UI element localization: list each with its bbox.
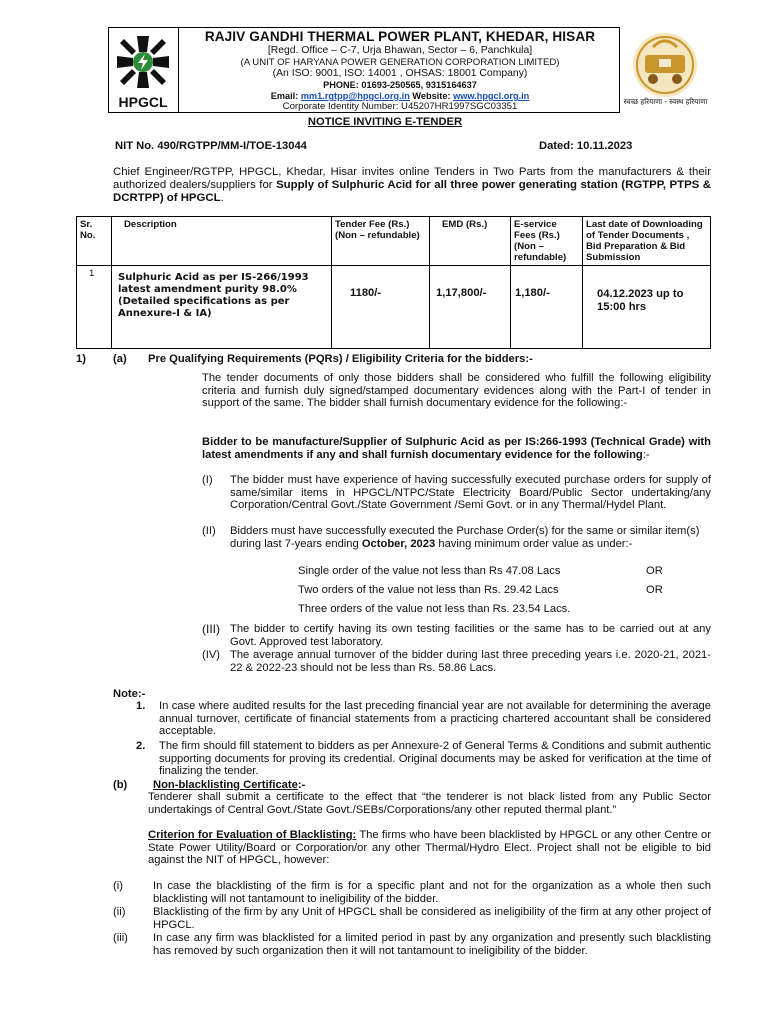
td-eservice: 1,180/- bbox=[511, 266, 583, 349]
phone-line: PHONE: 01693-250565, 9315164637 bbox=[323, 80, 477, 90]
pqr-ii-label: (II) bbox=[202, 525, 216, 537]
th-eservice: E-service Fees (Rs.) (Non – refundable) bbox=[511, 217, 583, 266]
cin-line: Corporate Identity Number: U45207HR1997SGC03351 bbox=[282, 101, 518, 112]
iso-line: (An ISO: 9001, ISO: 14001 , OHSAS: 18001 Company) bbox=[272, 68, 528, 79]
order-1: Single order of the value not less than Rs 47.08 Lacs bbox=[298, 565, 561, 577]
notice-date: Dated: 10.11.2023 bbox=[539, 140, 633, 152]
section-1-number: 1) bbox=[76, 353, 86, 365]
pqr-paragraph: The tender documents of only those bidders shall be considered who fulfill the following eligibility criteria and furnish duly signed/stamped documentary evidences along with the Part-I of tender in support of the same. The bidder shall furnish documentary evidence for the following:- bbox=[202, 372, 711, 410]
order-2: Two orders of the value not less than Rs. 29.42 Lacs bbox=[298, 584, 559, 596]
table-row bbox=[77, 266, 711, 349]
pqr-i-label: (I) bbox=[202, 474, 213, 486]
notice-heading: NOTICE INVITING E-TENDER bbox=[307, 116, 463, 128]
section-b-title-text: Non-blacklisting Certificate bbox=[153, 779, 298, 791]
regd-office: [Regd. Office – C-7, Urja Bhawan, Sector – 6, Panchkula] bbox=[267, 45, 533, 56]
criterion-iii-label: (iii) bbox=[113, 932, 128, 944]
criterion-title: Criterion for Evaluation of Blacklisting: bbox=[148, 829, 357, 841]
pqr-bold-text: Bidder to be manufacture/Supplier of Sulphuric Acid as per IS:266-1993 (Technical Grade) with latest amendments if any and shall furnish documentary evidence for the following bbox=[202, 436, 711, 461]
th-last-date: Last date of Downloading of Tender Documents , Bid Preparation & Bid Submission bbox=[583, 217, 711, 266]
note-2-text: The firm should fill statement to bidders as per Annexure-2 of General Terms & Conditions and submit authentic supporting documents for proving its credential. Original documents may be asked for verification at the time of finalizing the tender. bbox=[159, 740, 711, 778]
intro-paragraph bbox=[113, 166, 711, 205]
pqr-bold-end: :- bbox=[642, 448, 650, 461]
section-1-title: Pre Qualifying Requirements (PQRs) / Eligibility Criteria for the bidders:- bbox=[148, 353, 533, 365]
order-3: Three orders of the value not less than Rs. 23.54 Lacs. bbox=[298, 603, 571, 615]
tender-table bbox=[76, 216, 711, 349]
criterion-ii-text: Blacklisting of the firm by any Unit of HPGCL shall be considered as ineligibility of the firm at any other project of HPGCL. bbox=[153, 906, 711, 931]
th-sr: Sr. No. bbox=[77, 217, 112, 266]
pqr-ii-text-2: having minimum order value as under:- bbox=[435, 537, 633, 550]
or-1: OR bbox=[646, 565, 663, 577]
td-last-date: 04.12.2023 up to 15:00 hrs bbox=[583, 266, 711, 349]
criterion-paragraph bbox=[148, 829, 711, 867]
hpgcl-logo bbox=[109, 28, 179, 112]
unit-of: (A UNIT OF HARYANA POWER GENERATION CORPORATION LIMITED) bbox=[240, 57, 560, 68]
pqr-ii-bold: October, 2023 bbox=[361, 537, 436, 550]
pqr-iv-text: The average annual turnover of the bidder during last three preceding years i.e. 2020-21, 2021-22 & 2022-23 should not be less than Rs. 58.86 Lacs. bbox=[230, 649, 711, 674]
website-label: Website: bbox=[409, 91, 454, 101]
hpgcl-emblem-icon bbox=[109, 28, 178, 112]
pqr-ii-text bbox=[230, 525, 711, 550]
letterhead bbox=[108, 27, 620, 113]
email-link[interactable]: mm1.rgtpp@hpgcl.org.in bbox=[300, 91, 410, 101]
email-label: Email: bbox=[270, 91, 301, 101]
website-link[interactable]: www.hpgcl.org.in bbox=[453, 91, 530, 101]
section-b-label: (b) bbox=[113, 779, 128, 791]
table-header-row bbox=[77, 217, 711, 266]
td-emd: 1,17,800/- bbox=[430, 266, 511, 349]
criterion-ii-label: (ii) bbox=[113, 906, 126, 918]
pqr-iii-text: The bidder to certify having its own testing facilities or the same has to be carried out at any Govt. Approved test laboratory. bbox=[230, 623, 711, 648]
swachh-haryana-logo bbox=[623, 27, 708, 113]
section-b-title-end: :- bbox=[297, 779, 306, 791]
td-description: Sulphuric Acid as per IS-266/1993 latest amendment purity 98.0% (Detailed specifications as per Annexure-I & IA) bbox=[112, 266, 332, 349]
org-name: RAJIV GANDHI THERMAL POWER PLANT, KHEDAR, HISAR bbox=[204, 29, 596, 44]
svg-text:HPGCL: HPGCL bbox=[118, 94, 168, 110]
criterion-iii-text: In case any firm was blacklisted for a limited period in past by any organization and presently such blacklisting has removed by such organization then it will not tantamount to ineligibility of the bidder. bbox=[153, 932, 711, 957]
note-label: Note:- bbox=[113, 688, 146, 700]
note-1-label: 1. bbox=[136, 700, 146, 712]
intro-end: . bbox=[220, 192, 224, 204]
pqr-iv-label: (IV) bbox=[202, 649, 221, 661]
pqr-iii-label: (III) bbox=[202, 622, 220, 636]
td-sr: 1 bbox=[77, 266, 112, 349]
pqr-ii-text-1: Bidders must have successfully executed the Purchase Order(s) for the same or similar item(s) during last 7-years ending bbox=[230, 525, 700, 550]
section-b-title bbox=[153, 779, 305, 792]
pqr-bold-paragraph bbox=[202, 436, 711, 461]
td-tender-fee: 1180/- bbox=[332, 266, 430, 349]
th-emd: EMD (Rs.) bbox=[430, 217, 511, 266]
intro-text: Chief Engineer/RGTPP, HPGCL, Khedar, Hisar invites online Tenders in Two Parts from the manufacturers & their authorized dealers/suppliers for bbox=[113, 166, 711, 191]
criterion-i-label: (i) bbox=[113, 880, 123, 892]
section-b-paragraph: Tenderer shall submit a certificate to the effect that “the tenderer is not black listed from any Public Sector undertakings of Central Govt./State Govt./SEBs/Corporations/any other reputed thermal plant.” bbox=[148, 791, 711, 816]
th-description: Description bbox=[112, 217, 332, 266]
intro-bold: Supply of Sulphuric Acid for all three power generating station (RGTPP, PTPS & DCRTPP) of HPGCL bbox=[113, 179, 711, 204]
th-tender-fee: Tender Fee (Rs.) (Non – refundable) bbox=[332, 217, 430, 266]
nit-number: NIT No. 490/RGTPP/MM-I/TOE-13044 bbox=[115, 140, 307, 152]
section-1a-label: (a) bbox=[113, 353, 127, 365]
note-2-label: 2. bbox=[136, 740, 146, 752]
or-2: OR bbox=[646, 584, 663, 596]
criterion-i-text: In case the blacklisting of the firm is for a specific plant and not for the organization as a whole then such blacklisting will not tantamount to ineligibility of the bidder. bbox=[153, 880, 711, 905]
right-logo-caption: स्वच्छ हरियाणा - स्वस्थ हरियाणा bbox=[623, 97, 708, 106]
note-1-text: In case where audited results for the last preceding financial year are not available for determining the average annual turnover, certificate of financial statements from a practicing chartered accountant shall be considered acceptable. bbox=[159, 700, 711, 738]
pqr-i-text: The bidder must have experience of having successfully executed purchase orders for supply of same/similar items in HPGCL/NTPC/State Electricity Board/Public Sector undertaking/any Corporation/Central Govt./State Government /Semi Govt. or in any Thermal/Hydel Plant. bbox=[230, 474, 711, 512]
criterion-text: The firms who have been blacklisted by HPGCL or any other Centre or State Power Utility/Board or Corporation/or any other Thermal/Hydro Elect. Project shall not be eligible to bid against the NIT of HPGCL, however: bbox=[148, 829, 711, 867]
